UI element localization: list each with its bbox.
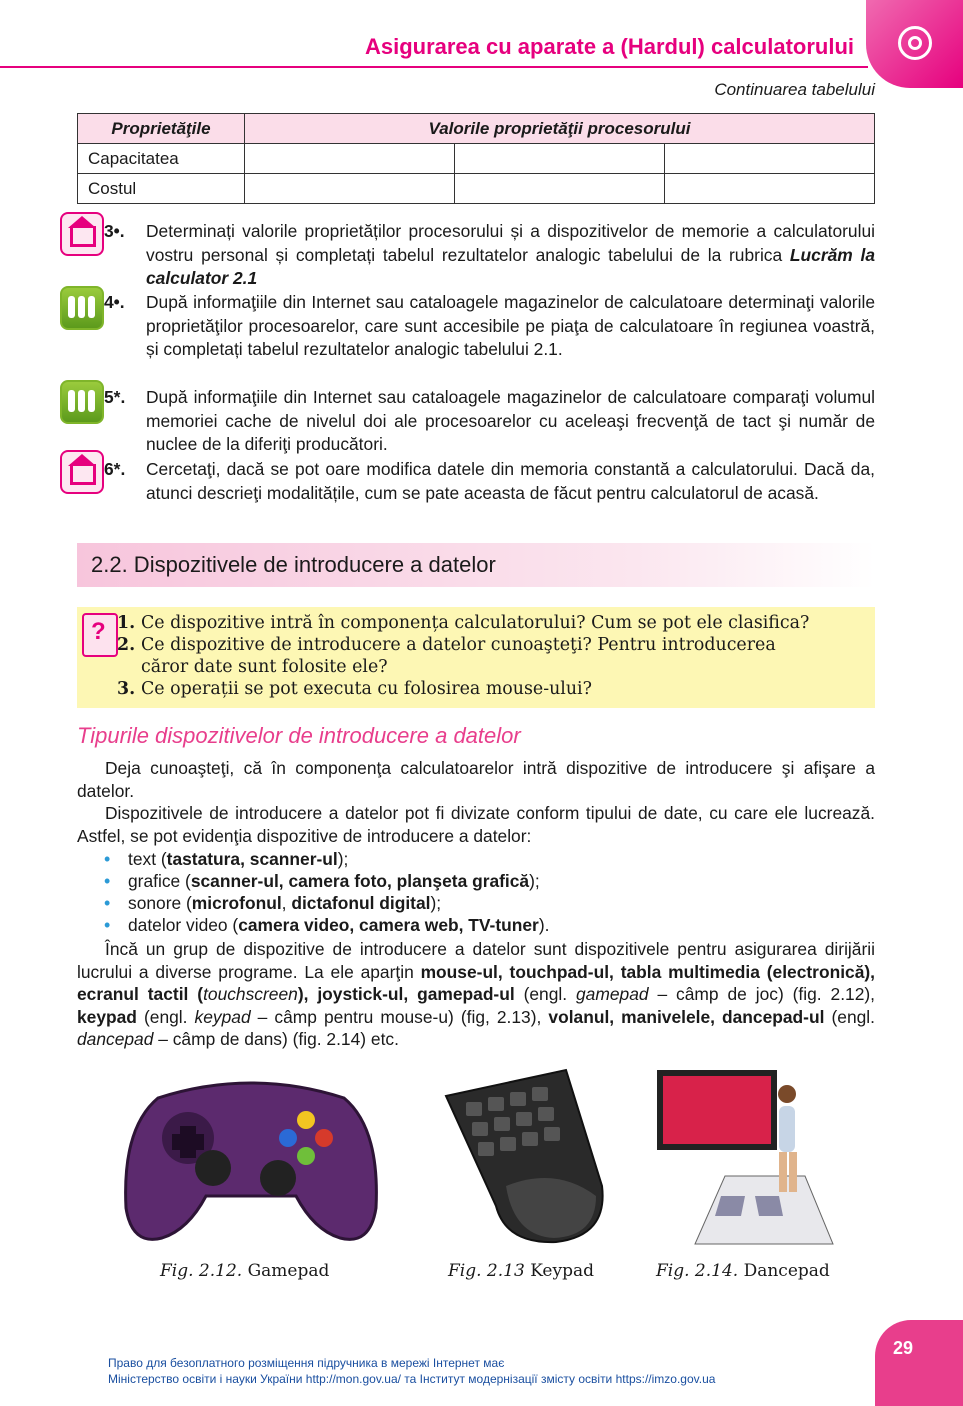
table-cell — [454, 144, 664, 174]
page-header — [0, 28, 868, 68]
page-number-tab — [875, 1320, 963, 1406]
page-number: 29 — [893, 1338, 914, 1358]
table-header-row — [78, 114, 875, 144]
question-item: 3. Ce operații se pot executa cu folosirea mouse-ului? — [117, 679, 592, 699]
gamepad-image — [118, 1068, 384, 1248]
list-item: • datelor video (camera video, camera web, TV-tuner). — [106, 914, 549, 937]
task-item — [104, 386, 875, 457]
question-item: 1. Ce dispozitive intră în componența calculatorului? Cum se pot ele clasifica? — [117, 613, 810, 633]
questions-box — [77, 607, 875, 708]
task-text: Determinați valorile proprietăților procesorului și a dispozitivelor de memorie a calculatorului vostru personal și completați tabelul rezultatelor analogic tabelului de la rubrica — [146, 221, 875, 265]
figure-caption: Fig. 2.12. Gamepad — [160, 1261, 330, 1281]
task-number: 3•. — [104, 221, 125, 241]
paragraph: Deja cunoaşteţi, că în componenţa calculatoarelor intră dispozitive de introducere şi afişare a datelor. — [77, 758, 875, 801]
table-row — [78, 144, 875, 174]
table-cell: Capacitatea — [78, 144, 245, 174]
list-item: • sonore (microfonul, dictafonul digital); — [106, 892, 441, 915]
task-item — [104, 220, 875, 291]
table-continuation-note: Continuarea tabelului — [714, 80, 875, 99]
task-number: 5*. — [104, 387, 126, 407]
task-emphasis: Lucrăm la calculator 2.1 — [146, 244, 875, 288]
table-row — [78, 174, 875, 204]
header-tab — [866, 0, 963, 88]
question-item: căror date sunt folosite ele? — [141, 657, 388, 677]
table-cell — [664, 144, 874, 174]
section-heading — [77, 543, 875, 587]
table-cell — [245, 174, 455, 204]
keypad-image — [436, 1066, 612, 1248]
question-icon — [82, 613, 118, 657]
task-text: După informaţiile din Internet sau cataloagele magazinelor de calculatoare comparaţi volumul memoriei cache de nivelul doi ale procesoarelor cu aceleaşi frecvenţă de tact şi număr de nuclee de la diferiţi producători. — [146, 387, 875, 454]
footer-note: Право для безоплатного розміщення підручника в мережі Інтернет має Міністерство освіти і науки України http://mon.gov.ua/ та Інститут модернізації змісту освіти https://imzo.gov.ua — [108, 1356, 716, 1386]
list-item: • text (tastatura, scanner-ul); — [106, 848, 348, 871]
target-icon — [898, 26, 932, 60]
table-cell — [245, 144, 455, 174]
home-task-icon — [60, 450, 104, 494]
task-text: După informaţiile din Internet sau cataloagele magazinelor de calculatoare determinaţi valorile proprietăţilor procesoarelor, care sunt accesibile pe piaţa de calculatoare în regiunea voastră, și completați tabelul rezultatelor analogic tabelului 2.1. — [146, 292, 875, 359]
task-number: 6*. — [104, 459, 126, 479]
properties-table — [77, 113, 875, 204]
figure-caption: Fig. 2.13 Keypad — [448, 1261, 594, 1281]
table-header-values: Valorile proprietăţii procesorului — [245, 114, 875, 144]
table-cell — [664, 174, 874, 204]
table-cell — [454, 174, 664, 204]
figure-caption: Fig. 2.14. Dancepad — [656, 1261, 830, 1281]
table-header-properties: Proprietăţile — [78, 114, 245, 144]
home-task-icon — [60, 212, 104, 256]
section-title: 2.2. Dispozitivele de introducere a datelor — [91, 552, 496, 577]
question-item: 2. Ce dispozitive de introducere a datelor cunoaşteţi? Pentru introducerea — [117, 635, 776, 655]
table-cell: Costul — [78, 174, 245, 204]
task-number: 4•. — [104, 292, 125, 312]
dancepad-image — [655, 1066, 835, 1248]
paragraph: Încă un grup de dispozitive de introducere a datelor sunt dispozitivele pentru asigurarea dirijării lucrului a diverse programe. La ele aparţin mouse-ul, touchpad-ul, tabla multimedia (electronică), ecranul tactil (touchscreen), joystick-ul, gamepad-ul (engl. gamepad – câmp de joc) (fig. 2.12), keypad (engl. keypad – câmp pentru mouse-u) (fig, 2.13), volanul, manivelele, dancepad-ul (engl. dancepad – câmp de dans) (fig. 2.14) etc. — [77, 939, 876, 1049]
task-item — [104, 291, 875, 362]
list-item: • grafice (scanner-ul, camera foto, planşeta grafică); — [106, 870, 540, 893]
paragraph: Dispozitivele de introducere a datelor pot fi divizate conform tipului de date, cu care ele lucrează. Astfel, se pot evidenţia dispozitive de introducere a datelor: — [77, 803, 875, 846]
subheading: Tipurile dispozitivelor de introducere a datelor — [77, 723, 521, 748]
task-item — [104, 458, 875, 505]
group-task-icon — [60, 286, 104, 330]
header-title: Asigurarea cu aparate a (Hardul) calculatorului — [364, 34, 854, 59]
group-task-icon — [60, 380, 104, 424]
task-text: Cercetaţi, dacă se pot oare modifica datele din memoria constantă a calculatorului. Dacă da, atunci descrieţi modalitățile, cum se pate aceasta de făcut pentru calculatorul de acasă. — [146, 459, 875, 503]
